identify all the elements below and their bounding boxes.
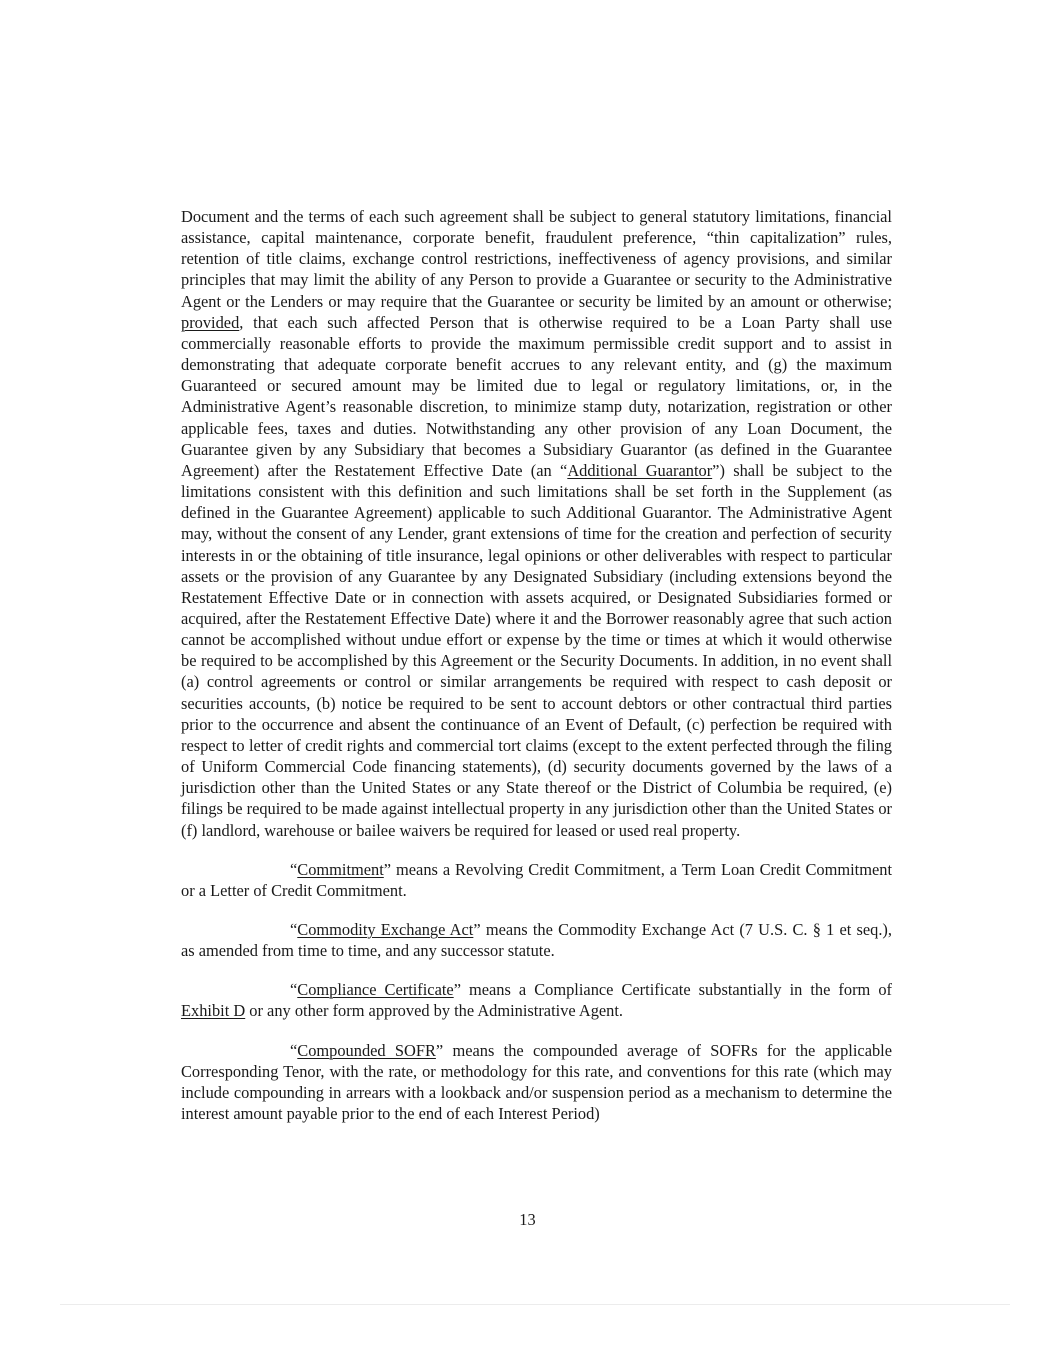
defined-term: Commitment — [297, 859, 384, 879]
definition-body: ” means a Revolving Credit Commitment, a Term Loan Credit Commitment or a Letter of Credit Commitment. — [181, 859, 892, 900]
definition-tail: or any other form approved by the Administrative Agent. — [245, 1001, 624, 1021]
definition-body: ” means a Compliance Certificate substantially in the form of — [453, 980, 892, 1000]
definition-open-quote: “ — [290, 920, 298, 939]
definition-open-quote: “ — [290, 859, 298, 879]
defined-term: Commodity Exchange Act — [297, 920, 474, 939]
definition-open-quote: “ — [290, 1040, 298, 1060]
definition-body: ” means the compounded average of SOFRs for the applicable Corresponding Tenor, with the rate, or methodology for this rate, and conventions for this rate (which may include compounding in arrears with a lookback and/or suspension period as a mechanism to determine the interest amount payable prior to the end of each Interest Period) — [181, 1040, 892, 1124]
continued-text-1: Document and the terms of each such agreement shall be subject to general statutory limitations, financial assistance, capital maintenance, corporate benefit, fraudulent preference, “thin capitalization” rules, retention of title claims, exchange control restrictions, ineffectiveness of agency provisions, and similar principles that may limit the ability of any Person to provide a Guarantee or security to the Administrative Agent or the Lenders or may require that the Guarantee or security be limited by an amount or otherwise; — [181, 207, 892, 311]
definition-body: ” means the Commodity Exchange Act (7 U.S. C. § 1 et seq.), as amended from time to time, and any successor statute. — [181, 920, 892, 961]
definition-compliance-certificate — [181, 979, 892, 1021]
continued-text-3: ”) shall be subject to the limitations consistent with this definition and such limitations shall be set forth in the Supplement (as defined in the Guarantee Agreement) applicable to such Additional Guarantor. The Administrative Agent may, without the consent of any Lender, grant extensions of time for the creation and perfection of security interests in or the obtaining of title insurance, legal opinions or other deliverables with respect to particular assets or the provision of any Guarantee by any Designated Subsidiary (including extensions beyond the Restatement Effective Date or in connection with assets acquired, or Designated Subsidiaries formed or acquired, after the Restatement Effective Date) where it and the Borrower reasonably agree that such action cannot be accomplished without undue effort or expense by the time or times at which it would otherwise be required to be accomplished by this Agreement or the Security Documents. In addition, in no event shall (a) control agreements or control or similar arrangements be required with respect to cash deposit or securities accounts, (b) notice be required to be sent to account debtors or other contractual third parties prior to the occurrence and absent the continuance of an Event of Default, (c) perfection be required with respect to letter of credit rights and commercial tort claims (except to the extent perfected through the filing of Uniform Commercial Code financing statements), (d) security documents governed by the laws of a jurisdiction other than the United States or any State thereof or the District of Columbia be required, (e) filings be required to be made against intellectual property in any jurisdiction other than the United States or (f) landlord, warehouse or bailee waivers be required for leased or used real property. — [181, 460, 893, 840]
definition-open-quote: “ — [290, 980, 298, 1000]
continued-text-2: , that each such affected Person that is otherwise required to be a Loan Party shall use commercially reasonable efforts to provide the maximum permissible credit support and to assist in demonstrating that adequate corporate benefit accrues to any relevant entity, and (g) the maximum Guaranteed or secured amount may be limited due to legal or regulatory limitations, or, in the Administrative Agent’s reasonable discretion, to minimize stamp duty, notarization, registration or other applicable fees, taxes and duties. Notwithstanding any other provision of any Loan Document, the Guarantee given by any Subsidiary that becomes a Subsidiary Guarantor (as defined in the Guarantee Agreement) after the Restatement Effective Date (an “ — [181, 312, 892, 480]
exhibit-reference: Exhibit D — [181, 1001, 246, 1021]
page-number: 13 — [519, 1210, 536, 1229]
definition-compounded-sofr — [181, 1040, 892, 1125]
continued-paragraph — [181, 206, 892, 841]
definition-commitment — [181, 859, 892, 901]
additional-guarantor-term: Additional Guarantor — [567, 460, 713, 480]
defined-term: Compounded SOFR — [297, 1040, 436, 1060]
provided-term: provided — [181, 312, 240, 332]
defined-term: Compliance Certificate — [297, 980, 454, 1000]
definition-commodity-exchange-act — [181, 919, 892, 961]
document-body — [181, 206, 892, 1124]
footer-divider — [60, 1304, 1010, 1305]
